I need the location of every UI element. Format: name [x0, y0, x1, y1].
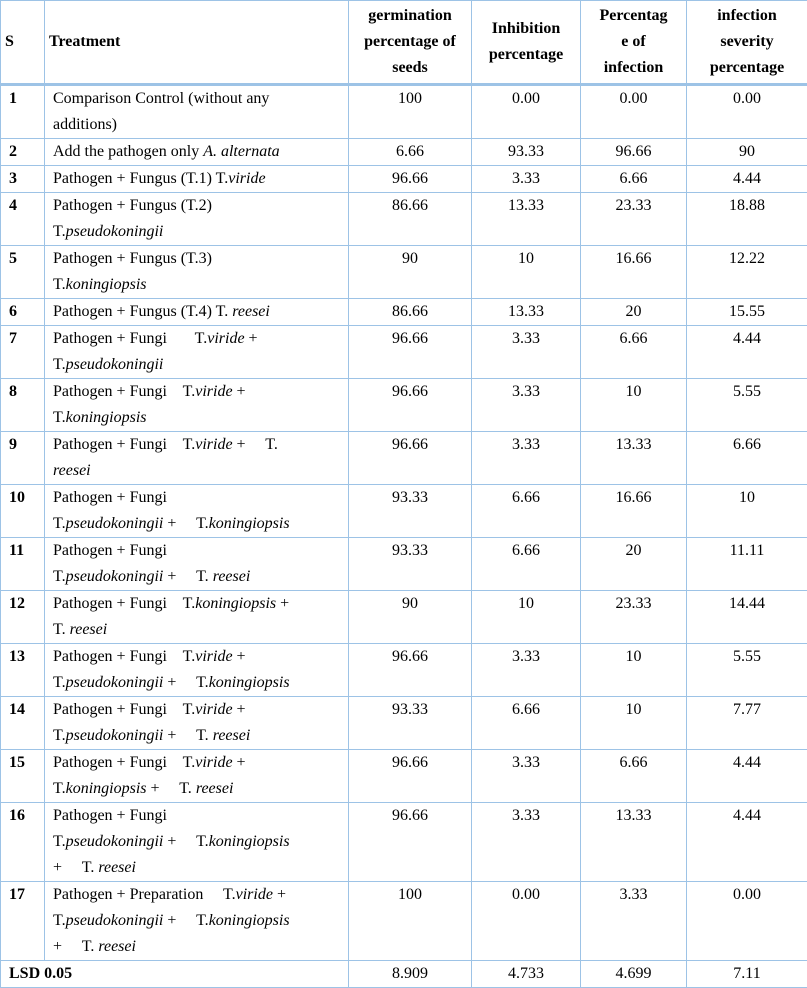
treatment-text: Pathogen + Fungus (T.4) T. — [53, 303, 232, 320]
treatment-text: Pathogen + Fungi T. — [53, 754, 195, 771]
treatment-cell — [45, 166, 349, 193]
severity-value: 4.44 — [687, 326, 807, 379]
germination-value: 96.66 — [349, 326, 472, 379]
inhibition-value: 10 — [472, 246, 581, 299]
row-number: 4 — [1, 193, 45, 246]
infection-value: 16.66 — [581, 485, 687, 538]
inhibition-value: 3.33 — [472, 750, 581, 803]
inhibition-value: 3.33 — [472, 379, 581, 432]
infection-value: 23.33 — [581, 591, 687, 644]
severity-value: 14.44 — [687, 591, 807, 644]
infection-value: 96.66 — [581, 139, 687, 166]
treatment-text: T. — [53, 515, 66, 532]
row-number: 5 — [1, 246, 45, 299]
treatment-text: Pathogen + Fungi T. — [53, 701, 195, 718]
germination-value: 100 — [349, 85, 472, 139]
row-number: 7 — [1, 326, 45, 379]
treatment-text: A. alternata — [203, 143, 279, 160]
infection-value: 3.33 — [581, 882, 687, 961]
header-treatment: Treatment — [45, 1, 349, 85]
row-number: 8 — [1, 379, 45, 432]
treatment-cell — [45, 882, 349, 961]
row-number: 1 — [1, 85, 45, 139]
severity-value: 18.88 — [687, 193, 807, 246]
infection-value: 20 — [581, 538, 687, 591]
treatment-text: pseudokoningii — [66, 568, 164, 585]
treatment-text: T. — [53, 568, 66, 585]
table-row — [1, 193, 807, 246]
infection-value: 20 — [581, 299, 687, 326]
treatment-text: viride — [236, 886, 273, 903]
infection-value: 16.66 — [581, 246, 687, 299]
treatment-text: pseudokoningii — [66, 727, 164, 744]
table-row — [1, 591, 807, 644]
treatment-text: Pathogen + Fungus (T.3) — [53, 250, 212, 267]
treatment-text: koningiopsis — [209, 833, 290, 850]
table-row — [1, 697, 807, 750]
treatment-text: reesei — [196, 780, 234, 797]
treatment-text: + T. — [163, 674, 208, 691]
treatment-text: Pathogen + Fungus (T.1) T. — [53, 170, 228, 187]
header-infection: Percentag e of infection — [581, 1, 687, 85]
treatment-cell — [45, 538, 349, 591]
treatment-text: reesei — [53, 462, 91, 479]
severity-value: 4.44 — [687, 750, 807, 803]
treatment-text: + T. — [163, 515, 208, 532]
treatment-text: pseudokoningii — [66, 515, 164, 532]
treatment-cell — [45, 299, 349, 326]
lsd-germination: 8.909 — [349, 961, 472, 988]
treatment-cell — [45, 644, 349, 697]
row-number: 10 — [1, 485, 45, 538]
treatment-text: T. — [53, 780, 66, 797]
severity-value: 0.00 — [687, 85, 807, 139]
inhibition-value: 13.33 — [472, 299, 581, 326]
table-row — [1, 139, 807, 166]
row-number: 15 — [1, 750, 45, 803]
treatment-cell — [45, 591, 349, 644]
treatment-text: + T. — [163, 912, 208, 929]
treatment-text: T. — [53, 621, 70, 638]
treatment-text: koningiopsis — [209, 515, 290, 532]
severity-value: 6.66 — [687, 432, 807, 485]
treatment-text: + T. — [53, 859, 98, 876]
treatment-text: koningiopsis — [209, 674, 290, 691]
severity-value: 0.00 — [687, 882, 807, 961]
treatment-text: Pathogen + Fungi T. — [53, 330, 207, 347]
infection-value: 6.66 — [581, 166, 687, 193]
germination-value: 93.33 — [349, 485, 472, 538]
inhibition-value: 10 — [472, 591, 581, 644]
treatment-text: Pathogen + Fungi — [53, 489, 167, 506]
germination-value: 90 — [349, 591, 472, 644]
germination-value: 96.66 — [349, 750, 472, 803]
header-germination: germination percentage of seeds — [349, 1, 472, 85]
lsd-infection: 4.699 — [581, 961, 687, 988]
germination-value: 96.66 — [349, 432, 472, 485]
treatment-text: pseudokoningii — [66, 674, 164, 691]
treatment-text: pseudokoningii — [66, 356, 164, 373]
treatment-text: Pathogen + Fungi T. — [53, 383, 195, 400]
treatment-text: reesei — [70, 621, 108, 638]
treatment-cell — [45, 246, 349, 299]
treatment-text: viride — [195, 754, 232, 771]
table-row — [1, 246, 807, 299]
treatment-text: T. — [53, 833, 66, 850]
treatment-cell — [45, 432, 349, 485]
row-number: 3 — [1, 166, 45, 193]
severity-value: 5.55 — [687, 379, 807, 432]
treatment-cell — [45, 139, 349, 166]
treatment-text: koningiopsis — [66, 409, 147, 426]
inhibition-value: 3.33 — [472, 166, 581, 193]
row-number: 2 — [1, 139, 45, 166]
treatment-cell — [45, 193, 349, 246]
treatment-text: Pathogen + Fungus (T.2) — [53, 197, 212, 214]
germination-value: 96.66 — [349, 166, 472, 193]
table-row — [1, 803, 807, 882]
infection-value: 6.66 — [581, 750, 687, 803]
row-number: 9 — [1, 432, 45, 485]
treatment-text: reesei — [213, 727, 251, 744]
treatment-text: viride — [207, 330, 244, 347]
row-number: 12 — [1, 591, 45, 644]
treatment-text: reesei — [98, 859, 136, 876]
lsd-label: LSD 0.05 — [1, 961, 349, 988]
treatment-cell — [45, 485, 349, 538]
treatment-cell — [45, 697, 349, 750]
inhibition-value: 3.33 — [472, 432, 581, 485]
table-row — [1, 85, 807, 139]
treatment-text: T. — [53, 356, 66, 373]
treatment-text: koningiopsis — [209, 912, 290, 929]
inhibition-value: 3.33 — [472, 326, 581, 379]
inhibition-value: 3.33 — [472, 803, 581, 882]
treatment-cell — [45, 85, 349, 139]
treatment-text: reesei — [232, 303, 270, 320]
inhibition-value: 0.00 — [472, 85, 581, 139]
severity-value: 7.77 — [687, 697, 807, 750]
table-row — [1, 538, 807, 591]
treatment-cell — [45, 750, 349, 803]
treatment-text: + T. — [233, 436, 278, 453]
treatment-text: Pathogen + Fungi T. — [53, 648, 195, 665]
severity-value: 15.55 — [687, 299, 807, 326]
infection-value: 0.00 — [581, 85, 687, 139]
treatment-text: viride — [195, 436, 232, 453]
treatment-text: T. — [53, 674, 66, 691]
inhibition-value: 13.33 — [472, 193, 581, 246]
infection-value: 10 — [581, 697, 687, 750]
infection-value: 13.33 — [581, 803, 687, 882]
germination-value: 90 — [349, 246, 472, 299]
table-row — [1, 644, 807, 697]
treatment-text: Pathogen + Fungi — [53, 542, 167, 559]
treatment-text: Comparison Control (without any — [53, 90, 269, 107]
treatment-text: + T. — [146, 780, 195, 797]
table-row — [1, 750, 807, 803]
header-row — [1, 1, 807, 85]
severity-value: 5.55 — [687, 644, 807, 697]
treatment-text: viride — [195, 648, 232, 665]
lsd-severity: 7.11 — [687, 961, 807, 988]
treatment-text: + — [276, 595, 289, 612]
treatment-text: + T. — [163, 833, 208, 850]
germination-value: 96.66 — [349, 379, 472, 432]
treatment-text: Pathogen + Preparation T. — [53, 886, 236, 903]
treatment-cell — [45, 326, 349, 379]
inhibition-value: 0.00 — [472, 882, 581, 961]
treatment-text: + — [233, 754, 246, 771]
inhibition-value: 6.66 — [472, 485, 581, 538]
treatment-text: + — [233, 383, 246, 400]
treatment-text: + T. — [163, 568, 212, 585]
treatment-text: viride — [195, 701, 232, 718]
treatment-cell — [45, 379, 349, 432]
header-severity: infection severity percentage — [687, 1, 807, 85]
treatment-text: viride — [228, 170, 265, 187]
infection-value: 10 — [581, 644, 687, 697]
treatment-text: T. — [53, 727, 66, 744]
treatment-text: koningiopsis — [66, 276, 147, 293]
treatment-text: Pathogen + Fungi T. — [53, 595, 195, 612]
treatment-text: + — [233, 701, 246, 718]
treatment-text: reesei — [213, 568, 251, 585]
row-number: 13 — [1, 644, 45, 697]
table-row — [1, 485, 807, 538]
row-number: 11 — [1, 538, 45, 591]
germination-value: 100 — [349, 882, 472, 961]
germination-value: 86.66 — [349, 193, 472, 246]
infection-value: 10 — [581, 379, 687, 432]
inhibition-value: 6.66 — [472, 538, 581, 591]
treatment-text: + T. — [53, 938, 98, 955]
row-number: 17 — [1, 882, 45, 961]
infection-value: 23.33 — [581, 193, 687, 246]
severity-value: 12.22 — [687, 246, 807, 299]
treatment-text: koningiopsis — [66, 780, 147, 797]
row-number: 6 — [1, 299, 45, 326]
severity-value: 4.44 — [687, 803, 807, 882]
treatment-text: pseudokoningii — [66, 833, 164, 850]
inhibition-value: 6.66 — [472, 697, 581, 750]
treatment-text: + — [273, 886, 286, 903]
treatment-text: koningiopsis — [195, 595, 276, 612]
treatment-text: viride — [195, 383, 232, 400]
treatment-text: pseudokoningii — [66, 912, 164, 929]
lsd-row — [1, 961, 807, 988]
germination-value: 93.33 — [349, 538, 472, 591]
severity-value: 11.11 — [687, 538, 807, 591]
severity-value: 10 — [687, 485, 807, 538]
header-inhibition: Inhibition percentage — [472, 1, 581, 85]
treatment-text: Add the pathogen only — [53, 143, 203, 160]
treatment-cell — [45, 803, 349, 882]
treatment-text: additions) — [53, 116, 117, 133]
treatment-text: Pathogen + Fungi — [53, 807, 167, 824]
germination-value: 96.66 — [349, 803, 472, 882]
inhibition-value: 3.33 — [472, 644, 581, 697]
row-number: 14 — [1, 697, 45, 750]
germination-value: 93.33 — [349, 697, 472, 750]
treatment-text: Pathogen + Fungi T. — [53, 436, 195, 453]
infection-value: 6.66 — [581, 326, 687, 379]
treatment-text: pseudokoningii — [66, 223, 164, 240]
infection-value: 13.33 — [581, 432, 687, 485]
inhibition-value: 93.33 — [472, 139, 581, 166]
table-row — [1, 882, 807, 961]
table-row — [1, 326, 807, 379]
germination-value: 6.66 — [349, 139, 472, 166]
severity-value: 90 — [687, 139, 807, 166]
treatment-text: + T. — [163, 727, 212, 744]
table-row — [1, 299, 807, 326]
treatment-text: T. — [53, 223, 66, 240]
treatment-text: T. — [53, 409, 66, 426]
treatment-text: + — [245, 330, 258, 347]
table-row — [1, 432, 807, 485]
lsd-inhibition: 4.733 — [472, 961, 581, 988]
treatment-text: + — [233, 648, 246, 665]
table-row — [1, 166, 807, 193]
germination-value: 96.66 — [349, 644, 472, 697]
header-s: S — [1, 1, 45, 85]
treatment-text: reesei — [98, 938, 136, 955]
table-row — [1, 379, 807, 432]
treatment-text: T. — [53, 912, 66, 929]
treatment-text: T. — [53, 276, 66, 293]
severity-value: 4.44 — [687, 166, 807, 193]
germination-value: 86.66 — [349, 299, 472, 326]
row-number: 16 — [1, 803, 45, 882]
